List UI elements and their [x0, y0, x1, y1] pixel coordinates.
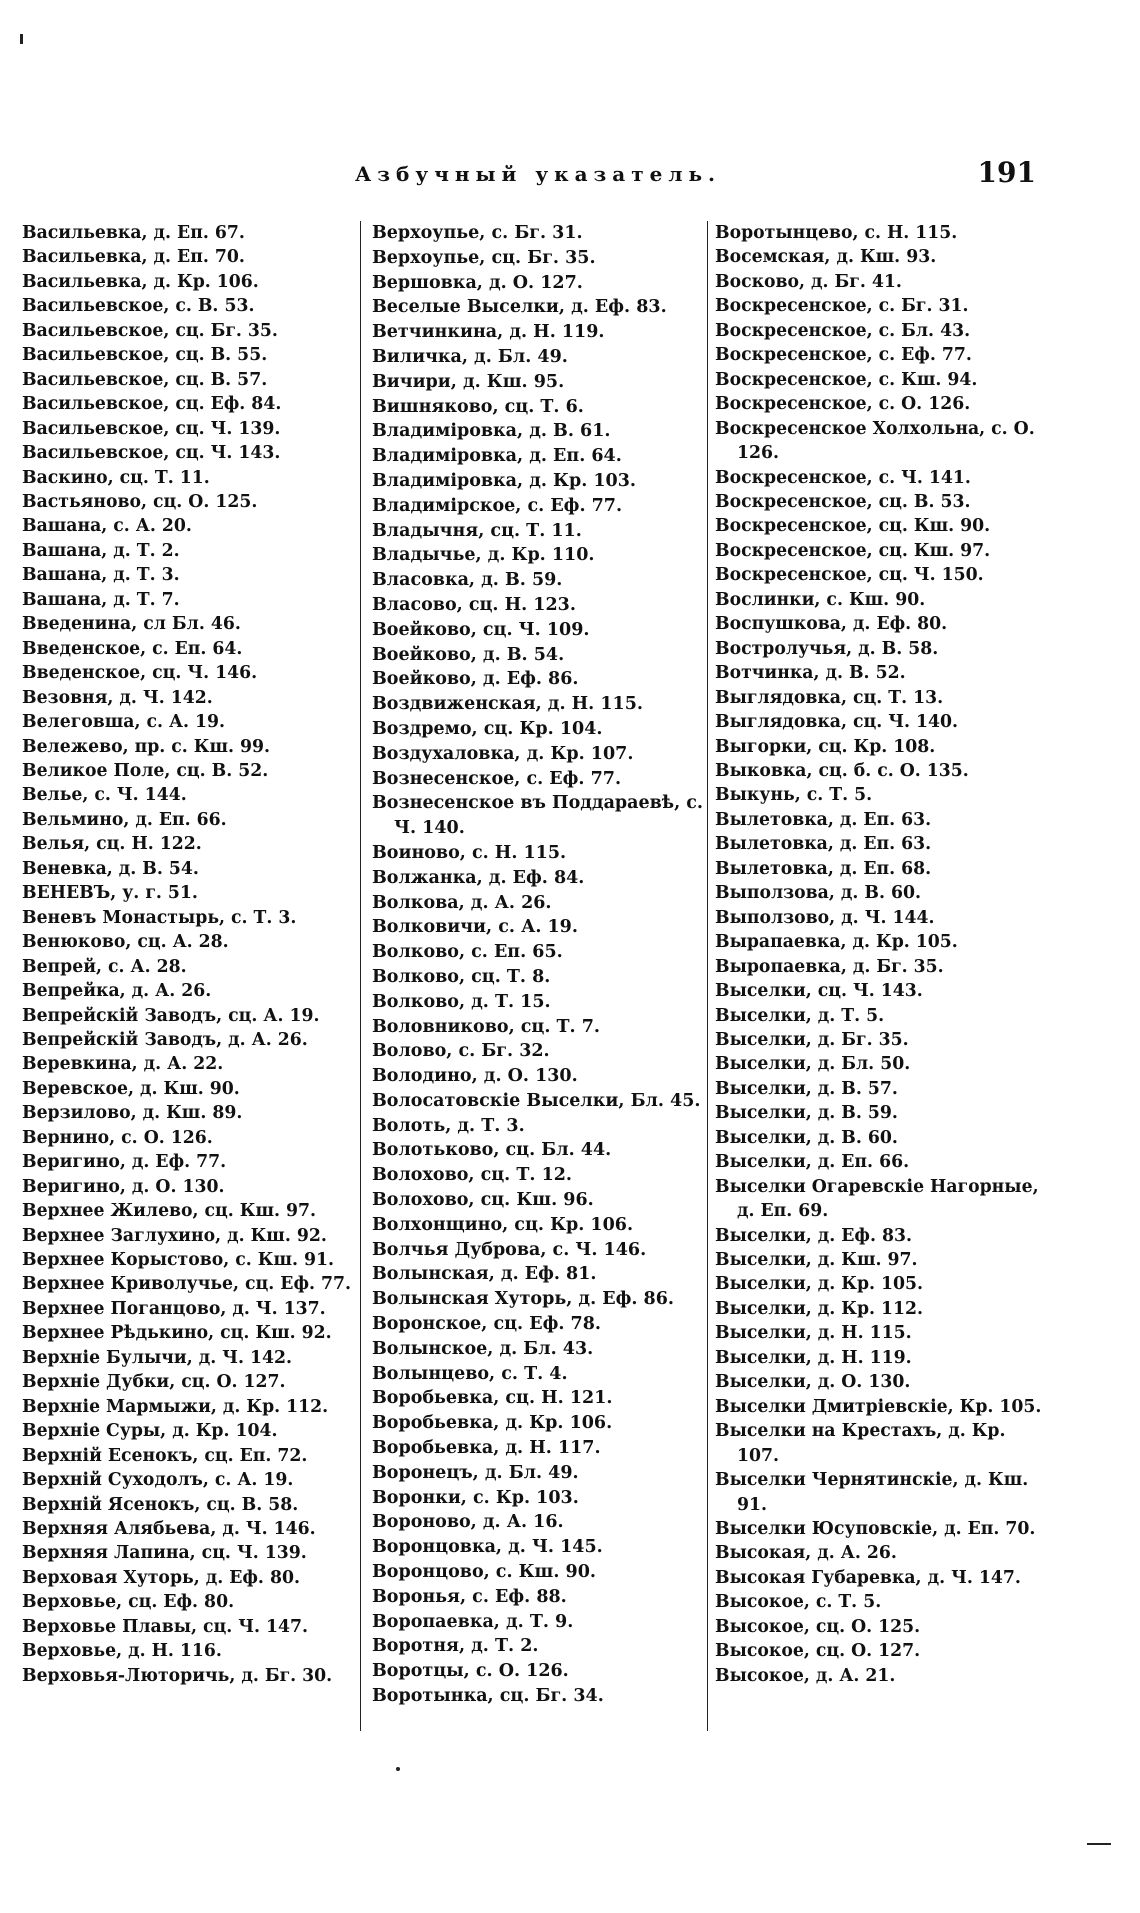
index-entry: Верхніе Булычи, д. Ч. 142. — [22, 1347, 293, 1368]
index-entry: Высокая Губаревка, д. Ч. 147. — [715, 1567, 1021, 1588]
index-entry: Выползово, д. Ч. 144. — [715, 907, 935, 928]
index-entry: Власовка, д. В. 59. — [372, 570, 563, 591]
index-entry: Высокое, сц. О. 125. — [715, 1616, 921, 1637]
index-entry: Вележево, пр. с. Кш. 99. — [22, 736, 271, 757]
index-entry: Воронское, сц. Еф. 78. — [372, 1314, 601, 1335]
index-entry: Вепрейскій Заводъ, сц. А. 19. — [22, 1005, 320, 1026]
index-entry: Верховая Хуторь, д. Еф. 80. — [22, 1567, 300, 1588]
index-entry: Волково, сц. Т. 8. — [372, 966, 551, 987]
index-entry: Воскресенское, сц. Ч. 150. — [715, 565, 984, 586]
index-entry: Волынская, д. Еф. 81. — [372, 1264, 597, 1285]
entry-list-2 — [372, 221, 704, 1709]
index-entry: Воротынка, сц. Бг. 34. — [372, 1686, 604, 1707]
index-entry: Вашана, д. Т. 7. — [22, 589, 180, 610]
index-entry: Волосатовскіе Выселки, Бл. 45. — [372, 1090, 701, 1111]
index-entry: Воздвиженская, д. Н. 115. — [372, 694, 643, 715]
index-entry: Воронья, с. Еф. 88. — [372, 1586, 567, 1607]
index-entry: Виличка, д. Бл. 49. — [372, 346, 568, 367]
index-entry: Веревское, д. Кш. 90. — [22, 1078, 240, 1099]
index-entry: Выползова, д. В. 60. — [715, 883, 921, 904]
index-entry: Восемская, д. Кш. 93. — [715, 247, 937, 268]
index-entry: Выселки, д. В. 59. — [715, 1103, 898, 1124]
index-entry: Воропаевка, д. Т. 9. — [372, 1611, 574, 1632]
index-entry: Васкино, сц. Т. 11. — [22, 467, 210, 488]
index-entry: Вельмино, д. Еп. 66. — [22, 809, 227, 830]
index-entry: Вастьяново, сц. О. 125. — [22, 491, 258, 512]
index-entry: Воротня, д. Т. 2. — [372, 1636, 539, 1657]
index-entry: Воиново, с. Н. 115. — [372, 842, 567, 863]
index-entry: Вернино, с. О. 126. — [22, 1127, 213, 1148]
index-entry: Воронецъ, д. Бл. 49. — [372, 1462, 579, 1483]
index-entry: Выглядовка, сц. Ч. 140. — [715, 712, 959, 733]
index-entry: Владычня, сц. Т. 11. — [372, 520, 582, 541]
index-entry: Веневъ Монастырь, с. Т. 3. — [22, 907, 297, 928]
index-entry: Вотчинка, д. В. 52. — [715, 663, 906, 684]
index-entry: Верховье, сц. Еф. 80. — [22, 1592, 235, 1613]
index-entry: Выселки, д. В. 57. — [715, 1078, 898, 1099]
index-entry: Выропаевка, д. Бг. 35. — [715, 956, 944, 977]
index-entry: Воскресенское, сц. В. 53. — [715, 491, 971, 512]
index-column-2 — [372, 221, 704, 1731]
index-entry: Владиміровка, д. В. 61. — [372, 421, 611, 442]
index-entry: Васильевка, д. Кр. 106. — [22, 271, 259, 292]
index-entry: Воейково, сц. Ч. 109. — [372, 619, 590, 640]
index-entry: Востролучья, д. В. 58. — [715, 638, 939, 659]
index-entry: Верхніе Суры, д. Кр. 104. — [22, 1421, 278, 1442]
index-entry: Волжанка, д. Еф. 84. — [372, 867, 585, 888]
index-entry: Воробьевка, сц. Н. 121. — [372, 1388, 613, 1409]
index-entry: Воронки, с. Кр. 103. — [372, 1487, 579, 1508]
index-entry: Выселки, д. Еф. 83. — [715, 1225, 913, 1246]
index-entry: Верзилово, д. Кш. 89. — [22, 1103, 243, 1124]
index-entry: Веригино, д. О. 130. — [22, 1176, 225, 1197]
entry-list-1 — [22, 221, 352, 1688]
index-entry: Верхніе Мармыжи, д. Кр. 112. — [22, 1396, 329, 1417]
index-entry: Велеговша, с. А. 19. — [22, 712, 226, 733]
index-entry: Васильевское, сц. Ч. 139. — [22, 418, 281, 439]
index-entry: Воротцы, с. О. 126. — [372, 1661, 569, 1682]
index-entry: Воскресенское, с. Еф. 77. — [715, 345, 972, 366]
index-entry: Верхніе Дубки, сц. О. 127. — [22, 1372, 286, 1393]
index-entry: Введенина, сл Бл. 46. — [22, 614, 241, 635]
index-entry: Верхній Есенокъ, сц. Еп. 72. — [22, 1445, 308, 1466]
index-entry: Верхняя Лапина, сц. Ч. 139. — [22, 1543, 307, 1564]
index-entry: Верховья-Лютоpичь, д. Бг. 30. — [22, 1665, 333, 1686]
index-entry: Волково, с. Еп. 65. — [372, 942, 563, 963]
index-entry: Высокое, с. Т. 5. — [715, 1592, 882, 1613]
index-entry: Выселки, д. Кр. 112. — [715, 1298, 924, 1319]
column-divider-1 — [360, 221, 361, 1731]
index-entry: Велье, с. Ч. 144. — [22, 785, 187, 806]
index-entry: Верховье Плавы, сц. Ч. 147. — [22, 1616, 309, 1637]
index-entry: Выселки, д. Еп. 66. — [715, 1152, 910, 1173]
index-entry: Васильевское, сц. Еф. 84. — [22, 394, 282, 415]
index-entry: Воскресенское, с. О. 126. — [715, 394, 971, 415]
index-entry: Верхнее Рѣдькино, сц. Кш. 92. — [22, 1323, 332, 1344]
index-entry: Выселки Огаревскіе Нагорные, д. Еп. 69. — [715, 1176, 1039, 1222]
index-entry: Воздухаловка, д. Кр. 107. — [372, 743, 634, 764]
index-entry: Волотьково, сц. Бл. 44. — [372, 1140, 612, 1161]
index-entry: Вепрей, с. А. 28. — [22, 956, 187, 977]
index-entry: Вороново, д. А. 16. — [372, 1512, 564, 1533]
index-entry: Выселки, д. О. 130. — [715, 1372, 911, 1393]
index-entry: Воскресенское, сц. Кш. 97. — [715, 540, 991, 561]
index-entry: Воспушкова, д. Еф. 80. — [715, 614, 948, 635]
index-entry: Верхоупье, сц. Бг. 35. — [372, 247, 596, 268]
index-entry: Воробьевка, д. Кр. 106. — [372, 1413, 613, 1434]
index-entry: Выселки, д. Н. 115. — [715, 1323, 912, 1344]
index-entry: Выгорки, сц. Кр. 108. — [715, 736, 936, 757]
index-entry: Выселки, д. В. 60. — [715, 1127, 898, 1148]
scan-speck — [396, 1767, 400, 1771]
index-entry: Выселки, д. Кр. 105. — [715, 1274, 924, 1295]
index-columns — [22, 221, 1042, 1731]
index-entry: Вослинки, с. Кш. 90. — [715, 589, 926, 610]
index-entry: Выселки, д. Кш. 97. — [715, 1250, 918, 1271]
running-title: Азбучный указатель. — [355, 162, 722, 186]
index-entry: Васильевское, сц. Ч. 143. — [22, 443, 281, 464]
index-entry: Воскресенское, с. Бг. 31. — [715, 296, 969, 317]
index-entry: Вознесенское, с. Еф. 77. — [372, 768, 622, 789]
index-entry: Вашана, д. Т. 2. — [22, 540, 180, 561]
column-divider-2 — [707, 221, 708, 1731]
index-entry: Воскресенское, с. Бл. 43. — [715, 320, 971, 341]
index-entry: Воскресенское, с. Кш. 94. — [715, 369, 978, 390]
index-entry: Волохово, сц. Кш. 96. — [372, 1190, 594, 1211]
index-entry: Выселки, д. Бг. 35. — [715, 1029, 909, 1050]
index-entry: Верхнее Поганцово, д. Ч. 137. — [22, 1298, 326, 1319]
entry-list-3 — [715, 221, 1042, 1688]
index-entry: ВЕНЕВЪ, у. г. 51. — [22, 883, 198, 904]
index-column-1 — [22, 221, 352, 1731]
index-entry: Верхній Ясенокъ, сц. В. 58. — [22, 1494, 299, 1515]
index-entry: Вылетовка, д. Еп. 68. — [715, 858, 932, 879]
index-entry: Ветчинкина, д. Н. 119. — [372, 322, 605, 343]
index-entry: Волохово, сц. Т. 12. — [372, 1165, 573, 1186]
index-entry: Выселки Дмитріевскіе, Кр. 105. — [715, 1396, 1042, 1417]
index-entry: Владимірское, с. Еф. 77. — [372, 495, 623, 516]
index-entry: Воловниково, сц. Т. 7. — [372, 1016, 600, 1037]
index-entry: Вылетовка, д. Еп. 63. — [715, 809, 932, 830]
index-entry: Верхній Суходолъ, с. А. 19. — [22, 1470, 294, 1491]
index-entry: Выселки Чернятинскіе, д. Кш. 91. — [715, 1470, 1029, 1515]
index-entry: Верхнее Корыстово, с. Кш. 91. — [22, 1250, 334, 1271]
index-entry: Высокая, д. А. 26. — [715, 1543, 897, 1564]
index-entry: Волково, д. Т. 15. — [372, 991, 551, 1012]
scan-dash — [1087, 1843, 1111, 1845]
index-entry: Высокое, д. А. 21. — [715, 1665, 896, 1686]
index-entry: Верхнее Заглухино, д. Кш. 92. — [22, 1225, 327, 1246]
index-entry: Выселки, д. Н. 119. — [715, 1347, 912, 1368]
index-entry: Выковка, сц. б. с. О. 135. — [715, 760, 969, 781]
index-entry: Волово, с. Бг. 32. — [372, 1041, 550, 1062]
index-entry: Введенское, с. Еп. 64. — [22, 638, 243, 659]
index-entry: Васильевское, сц. В. 55. — [22, 345, 268, 366]
index-entry: Вишняково, сц. Т. 6. — [372, 396, 584, 417]
index-entry: Васильевское, сц. В. 57. — [22, 369, 268, 390]
index-entry: Воейково, д. В. 54. — [372, 644, 565, 665]
index-entry: Вознесенское въ Поддараевѣ, с. Ч. 140. — [372, 793, 704, 839]
index-entry: Вепрейскій Заводъ, д. А. 26. — [22, 1029, 308, 1050]
index-entry: Вылетовка, д. Еп. 63. — [715, 834, 932, 855]
index-entry: Воейково, д. Еф. 86. — [372, 669, 579, 690]
index-entry: Вырапаевка, д. Кр. 105. — [715, 932, 958, 953]
index-entry: Воскресенское Холхольна, с. О. 126. — [715, 418, 1035, 464]
index-entry: Владычье, д. Кр. 110. — [372, 545, 595, 566]
index-entry: Воронцово, с. Кш. 90. — [372, 1562, 596, 1583]
index-entry: Воскресенское, с. Ч. 141. — [715, 467, 971, 488]
index-entry: Верхняя Алябьева, д. Ч. 146. — [22, 1519, 316, 1540]
index-entry: Волынцево, с. Т. 4. — [372, 1363, 568, 1384]
index-entry: Вашана, с. А. 20. — [22, 516, 192, 537]
index-entry: Выселки, д. Т. 5. — [715, 1005, 885, 1026]
index-entry: Верхнее Криволучье, сц. Еф. 77. — [22, 1274, 352, 1295]
index-entry: Высокое, сц. О. 127. — [715, 1641, 921, 1662]
index-entry: Воскресенское, сц. Кш. 90. — [715, 516, 991, 537]
index-entry: Володино, д. О. 130. — [372, 1066, 578, 1087]
index-entry: Выкунь, с. Т. 5. — [715, 785, 873, 806]
index-entry: Верхоупье, с. Бг. 31. — [372, 223, 583, 243]
index-entry: Выглядовка, сц. Т. 13. — [715, 687, 944, 708]
index-entry: Везовня, д. Ч. 142. — [22, 687, 213, 708]
index-column-3 — [715, 221, 1042, 1731]
index-entry: Воронцовка, д. Ч. 145. — [372, 1537, 603, 1558]
index-entry: Волынская Хуторь, д. Еф. 86. — [372, 1289, 675, 1310]
index-entry: Васильевское, сц. Бг. 35. — [22, 320, 278, 341]
index-entry: Вершовка, д. О. 127. — [372, 272, 583, 293]
index-entry: Велья, сц. Н. 122. — [22, 834, 202, 855]
index-entry: Восково, д. Бг. 41. — [715, 271, 902, 292]
index-entry: Вичири, д. Кш. 95. — [372, 371, 565, 392]
index-entry: Введенское, сц. Ч. 146. — [22, 663, 258, 684]
index-entry: Волоть, д. Т. 3. — [372, 1115, 525, 1136]
index-entry: Васильевка, д. Еп. 67. — [22, 223, 245, 243]
index-entry: Воротынцево, с. Н. 115. — [715, 223, 958, 243]
index-entry: Верховье, д. Н. 116. — [22, 1641, 222, 1662]
index-entry: Выселки, сц. Ч. 143. — [715, 981, 923, 1002]
index-entry: Владиміровка, д. Кр. 103. — [372, 470, 637, 491]
index-entry: Великое Поле, сц. В. 52. — [22, 760, 269, 781]
index-entry: Венюково, сц. А. 28. — [22, 932, 229, 953]
index-entry: Воздремо, сц. Кр. 104. — [372, 718, 603, 739]
index-entry: Вепрейка, д. А. 26. — [22, 981, 212, 1002]
page-header — [0, 156, 1140, 196]
index-entry: Волынское, д. Бл. 43. — [372, 1338, 594, 1359]
index-entry: Веревкина, д. А. 22. — [22, 1054, 224, 1075]
index-entry: Выселки Юсуповскіе, д. Еп. 70. — [715, 1519, 1036, 1540]
index-entry: Васильевское, с. В. 53. — [22, 296, 255, 317]
index-entry: Верхнее Жилево, сц. Кш. 97. — [22, 1201, 317, 1222]
index-entry: Волхонщино, сц. Кр. 106. — [372, 1214, 634, 1235]
index-entry: Владиміровка, д. Еп. 64. — [372, 446, 622, 467]
scan-speck — [20, 34, 23, 44]
index-entry: Веселые Выселки, д. Еф. 83. — [372, 297, 667, 318]
index-entry: Власово, сц. Н. 123. — [372, 594, 576, 615]
index-entry: Выселки, д. Бл. 50. — [715, 1054, 911, 1075]
index-entry: Волковичи, с. А. 19. — [372, 917, 578, 938]
page-number: 191 — [977, 156, 1036, 189]
index-entry: Вашана, д. Т. 3. — [22, 565, 180, 586]
index-entry: Воробьевка, д. Н. 117. — [372, 1438, 601, 1459]
index-entry: Веригино, д. Еф. 77. — [22, 1152, 227, 1173]
index-entry: Веневка, д. В. 54. — [22, 858, 199, 879]
index-entry: Выселки на Крестахъ, д. Кр. 107. — [715, 1421, 1006, 1466]
index-entry: Васильевка, д. Еп. 70. — [22, 247, 245, 268]
index-entry: Волчья Дуброва, с. Ч. 146. — [372, 1239, 647, 1260]
index-entry: Волкова, д. А. 26. — [372, 892, 552, 913]
